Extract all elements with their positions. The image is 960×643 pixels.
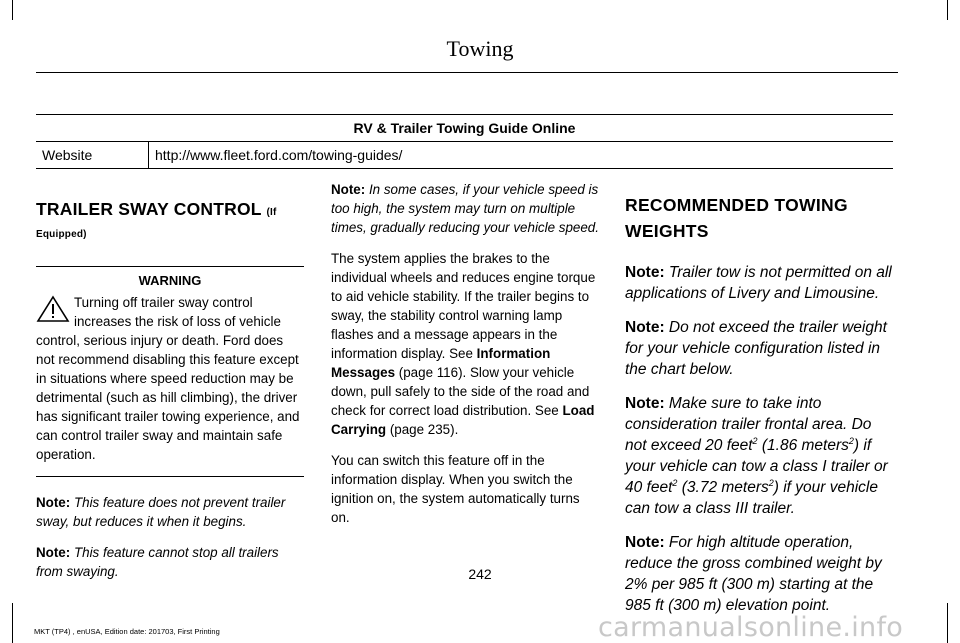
- note-label: Note:: [36, 545, 71, 560]
- warning-text: Turning off trailer sway control increases the risk of loss of vehicle control, serious injury or death. Ford does not recommend disabling this feature except in situations where speed reduction may be detrimental (such as hill climbing), the driver has significant trailer towing experience, and can control trailer sway and maintain safe operation.: [36, 295, 300, 462]
- page-reference: (page 116).: [398, 365, 467, 380]
- note-paragraph: [36, 493, 304, 531]
- note-text: In some cases, if your vehicle speed is too high, the system may turn on multiple times, gradually reducing your vehicle speed.: [331, 182, 599, 235]
- warning-bottom-rule: [36, 476, 304, 477]
- superscript: 2: [752, 435, 758, 446]
- column-2: [331, 180, 601, 539]
- note-text: (1.86 meters: [761, 437, 849, 454]
- note-text: ) if your vehicle can tow a class III trailer.: [625, 479, 878, 517]
- body-paragraph: [331, 249, 601, 439]
- table-cell-label: Website: [36, 142, 149, 169]
- cross-reference-link[interactable]: Load Carrying: [331, 403, 595, 437]
- crop-mark: [947, 603, 948, 643]
- superscript: 2: [672, 477, 678, 488]
- page-reference: (page 235).: [389, 422, 459, 437]
- note-label: Note:: [625, 319, 665, 336]
- heading-text: TRAILER SWAY CONTROL: [36, 199, 262, 219]
- note-label: Note:: [625, 534, 665, 551]
- warning-title: WARNING: [138, 273, 202, 288]
- note-text: ) if your vehicle can tow a class I trailer or 40 feet: [625, 437, 888, 496]
- body-paragraph: You can switch this feature off in the information display. When you switch the ignition on, the system automatically turns on.: [331, 453, 580, 525]
- column-1: [36, 170, 304, 593]
- note-paragraph: [625, 262, 895, 304]
- note-label: Note:: [625, 395, 665, 412]
- superscript: 2: [848, 435, 854, 446]
- header-rule: [36, 72, 898, 73]
- note-paragraph: [625, 393, 895, 519]
- note-paragraph: [331, 180, 601, 237]
- table-row: [36, 142, 893, 169]
- page-header-title: Towing: [446, 36, 514, 61]
- crop-mark: [12, 0, 13, 20]
- warning-triangle-icon: [36, 295, 70, 323]
- page-number: 242: [468, 566, 492, 582]
- towing-guide-table: [36, 114, 893, 169]
- note-text: Trailer tow is not permitted on all applications of Livery and Limousine.: [625, 264, 892, 302]
- section-heading-towing-weights: RECOMMENDED TOWING WEIGHTS: [625, 195, 848, 241]
- heading-subtext: (If Equipped): [36, 207, 277, 240]
- note-paragraph: [625, 317, 895, 380]
- watermark: carmanualsonline.info: [598, 612, 904, 643]
- body-text: Slow your vehicle down, pull safely to the side of the road and check for correct load distribution. See: [331, 365, 590, 418]
- note-text: For high altitude operation, reduce the gross combined weight by 2% per 985 ft (300 m) starting at the 985 ft (300 m) elevation point.: [625, 534, 882, 614]
- body-text: The system applies the brakes to the individual wheels and reduces engine torque to aid vehicle stability. If the trailer begins to sway, the stability control warning lamp flashes and a message appears in the information display. See: [331, 251, 596, 361]
- note-text: Make sure to take into consideration trailer frontal area. Do not exceed 20 feet: [625, 395, 872, 454]
- note-text: This feature does not prevent trailer sway, but reduces it when it begins.: [36, 495, 286, 529]
- note-text: This feature cannot stop all trailers from swaying.: [36, 545, 279, 579]
- warning-body: [36, 293, 304, 464]
- note-text: (3.72 meters: [681, 479, 769, 496]
- note-label: Note:: [625, 264, 665, 281]
- cross-reference-link[interactable]: Information Messages: [331, 346, 551, 380]
- column-3: [625, 170, 895, 629]
- table-cell-url[interactable]: http://www.fleet.ford.com/towing-guides/: [149, 142, 894, 169]
- footer-edition-info: MKT (TP4) , enUSA, Edition date: 201703, First Printing: [34, 627, 220, 636]
- crop-mark: [947, 0, 948, 20]
- note-label: Note:: [331, 182, 366, 197]
- crop-mark: [12, 603, 13, 643]
- note-text: Do not exceed the trailer weight for your vehicle configuration listed in the chart below.: [625, 319, 887, 378]
- table-title: RV & Trailer Towing Guide Online: [36, 115, 893, 142]
- section-heading-trailer-sway: [36, 200, 304, 244]
- note-label: Note:: [36, 495, 71, 510]
- superscript: 2: [768, 477, 774, 488]
